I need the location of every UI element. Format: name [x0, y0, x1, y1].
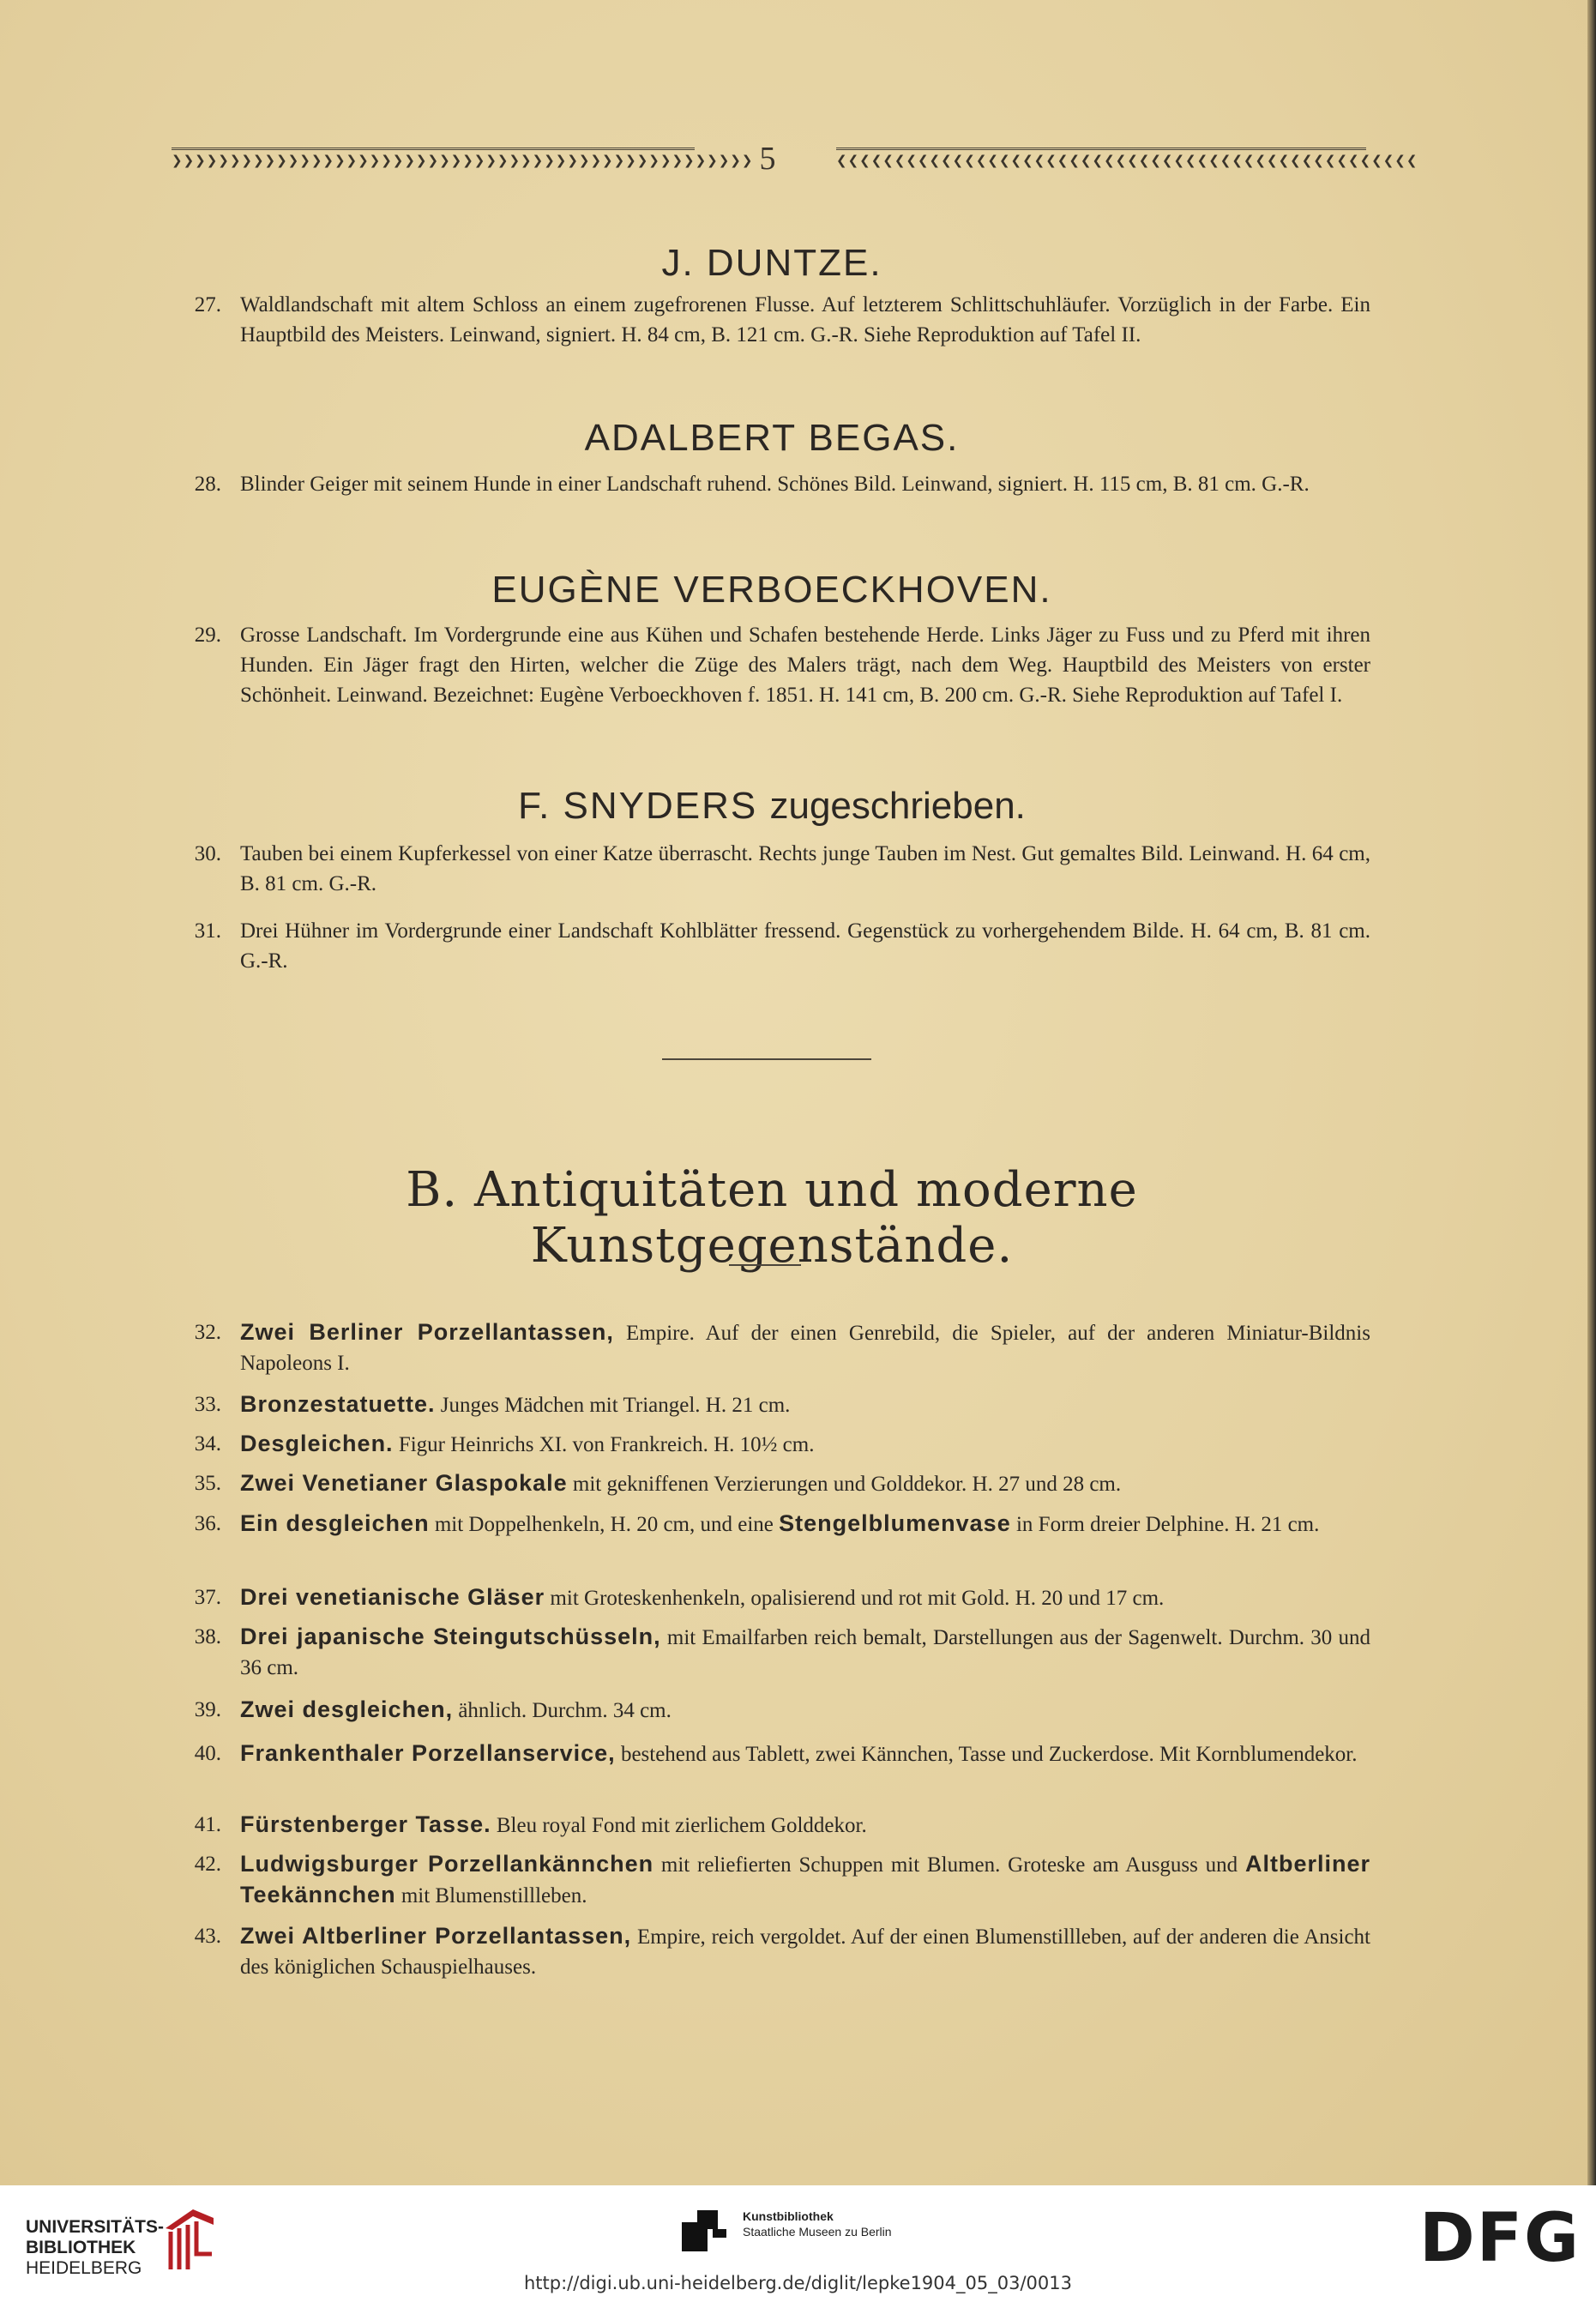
entry-text: [240, 1509, 1370, 1540]
item-description: Empire. Auf der einen Genrebild, die Spieler, auf der anderen Miniatur-Bildnis Napoleons I.: [240, 1322, 1370, 1375]
entry-text: [240, 1921, 1370, 1982]
entry-text: Drei Hühner im Vordergrunde einer Landschaft Kohlblätter fressend. Gegenstück zu vorhergehendem Bilde. H. 64 cm, B. 81 cm. G.-R.: [240, 919, 1370, 973]
attribution-note: zugeschrieben.: [769, 785, 1026, 827]
kb-name: Kunstbibliothek: [743, 2209, 834, 2223]
item-title: Zwei Altberliner Porzellantassen,: [240, 1923, 632, 1949]
item-title: Zwei desgleichen,: [240, 1696, 454, 1722]
item-description: bestehend aus Tablett, zwei Kännchen, Tasse und Zuckerdose. Mit Kornblumendekor.: [615, 1743, 1358, 1766]
entry-text: [240, 1582, 1370, 1613]
catalog-entry: [187, 1317, 1370, 1378]
entry-number: 29.: [194, 624, 221, 647]
item-description-secondary: mit Blumenstillleben.: [395, 1884, 587, 1907]
item-description: mit Doppelhenkeln, H. 20 cm, und eine: [429, 1513, 780, 1536]
artist-heading-begas: ADALBERT BEGAS.: [584, 417, 960, 459]
item-title: Bronzestatuette.: [240, 1391, 436, 1417]
entry-text: [240, 1468, 1370, 1499]
entry-number: 27.: [194, 293, 221, 316]
item-title: Zwei Venetianer Glaspokale: [240, 1470, 568, 1496]
item-description: mit Emailfarben reich bemalt, Darstellungen aus der Sagenwelt. Durchm. 30 und 36 cm.: [240, 1626, 1371, 1679]
item-description: Junges Mädchen mit Triangel. H. 21 cm.: [435, 1394, 791, 1417]
entry-number: 39.: [194, 1698, 221, 1721]
item-title: Ludwigsburger Porzellankännchen: [240, 1851, 654, 1877]
catalog-entry: [187, 1810, 1370, 1841]
page-edge-shadow: [1587, 0, 1596, 2185]
entry-number: 35.: [194, 1472, 221, 1495]
item-title: Fürstenberger Tasse.: [240, 1811, 491, 1837]
kunstbibliothek-label[interactable]: [743, 2209, 1000, 2239]
item-title: Frankenthaler Porzellanservice,: [240, 1740, 616, 1766]
item-description: mit reliefierten Schuppen mit Blumen. Groteske am Ausguss und: [653, 1853, 1245, 1877]
header-ornament-left: [172, 148, 695, 150]
catalog-entry: [187, 1429, 1370, 1460]
entry-text: [240, 1389, 1370, 1420]
item-description: mit Groteskenhenkeln, opalisierend und rot mit Gold. H. 20 und 17 cm.: [545, 1587, 1165, 1610]
artist-heading-verboeckhoven: EUGÈNE VERBOECKHOVEN.: [491, 569, 1052, 611]
dfg-logo[interactable]: DFG: [1419, 2200, 1581, 2277]
artist-heading-duntze: J. DUNTZE.: [661, 242, 882, 284]
header-ornament-right: [836, 148, 1366, 150]
item-description: mit gekniffenen Verzierungen und Golddekor. H. 27 und 28 cm.: [567, 1473, 1122, 1496]
catalog-entry: [187, 290, 1370, 350]
catalog-entry: [187, 1921, 1370, 1982]
catalog-entry: [187, 839, 1370, 899]
catalog-entry: [187, 1695, 1370, 1726]
catalog-entry: [187, 1509, 1370, 1540]
catalog-entry: [187, 1739, 1370, 1769]
entry-number: 30.: [194, 842, 221, 865]
entry-number: 32.: [194, 1321, 221, 1344]
item-description: Bleu royal Fond mit zierlichem Golddekor.: [491, 1814, 867, 1837]
header-ornament-chevrons-right: ❮❮❮❮❮❮❮❮❮❮❮❮❮❮❮❮❮❮❮❮❮❮❮❮❮❮❮❮❮❮❮❮❮❮❮❮❮❮❮❮❮❮❮❮❮❮❮❮❮❮: [836, 153, 1418, 168]
item-title: Drei japanische Steingutschüsseln,: [240, 1624, 661, 1649]
item-description: Figur Heinrichs XI. von Frankreich. H. 10½ cm.: [393, 1433, 815, 1456]
entry-text: [240, 1739, 1370, 1769]
entry-text: [240, 1849, 1370, 1911]
artist-name: F. SNYDERS: [518, 785, 758, 827]
entry-number: 28.: [194, 473, 221, 496]
artist-heading-snyders: [172, 785, 1372, 828]
short-divider: [729, 1264, 801, 1266]
catalog-entry: [187, 469, 1370, 499]
logo-text-line: HEIDELBERG: [26, 2258, 142, 2278]
item-title: Zwei Berliner Porzellantassen,: [240, 1319, 614, 1345]
item-title: Desgleichen.: [240, 1431, 394, 1456]
catalog-entry: [187, 1582, 1370, 1613]
catalog-entry: [187, 1389, 1370, 1420]
catalog-entry: [187, 1622, 1370, 1683]
entry-number: 40.: [194, 1742, 221, 1765]
kb-institution: Staatliche Museen zu Berlin: [743, 2225, 892, 2239]
item-title-secondary: Stengelblumenvase: [779, 1510, 1011, 1536]
entry-number: 36.: [194, 1512, 221, 1535]
item-title: Ein desgleichen: [240, 1510, 430, 1536]
entry-text: Tauben bei einem Kupferkessel von einer Katze überrascht. Rechts junge Tauben im Nest. Gut gemaltes Bild. Leinwand. H. 64 cm, B. 81 cm. G.-R.: [240, 842, 1370, 895]
section-divider: [662, 1058, 871, 1060]
catalog-entry: [187, 916, 1370, 976]
entry-number: 34.: [194, 1432, 221, 1455]
page-number: 5: [759, 141, 776, 177]
entry-number: 38.: [194, 1625, 221, 1648]
entry-number: 31.: [194, 919, 221, 943]
catalog-entry: [187, 1468, 1370, 1499]
logo-text-line: UNIVERSITÄTS-: [26, 2217, 165, 2237]
entry-text: [240, 1695, 1370, 1726]
entry-number: 43.: [194, 1925, 221, 1948]
logo-text-line: BIBLIOTHEK: [26, 2238, 136, 2257]
entry-number: 41.: [194, 1813, 221, 1836]
item-description: ähnlich. Durchm. 34 cm.: [453, 1699, 672, 1722]
entry-text: [240, 1622, 1370, 1683]
kunstbibliothek-logo-icon: [682, 2210, 726, 2251]
source-url[interactable]: http://digi.ub.uni-heidelberg.de/diglit/lepke1904_05_03/0013: [524, 2273, 1072, 2293]
entry-text: Waldlandschaft mit altem Schloss an einem zugefrorenen Flusse. Auf letzterem Schlittschuhläufer. Vorzüglich in der Farbe. Ein Hauptbild des Meisters. Leinwand, signiert. H. 84 cm, B. 121 cm. G.-R. Siehe Reproduktion auf Tafel II.: [240, 293, 1370, 347]
catalog-entry: [187, 1849, 1370, 1911]
entry-text: [240, 1429, 1370, 1460]
university-emblem-icon: [159, 2203, 219, 2273]
header-ornament-chevrons-left: ❯❯❯❯❯❯❯❯❯❯❯❯❯❯❯❯❯❯❯❯❯❯❯❯❯❯❯❯❯❯❯❯❯❯❯❯❯❯❯❯❯❯❯❯❯❯❯❯❯❯: [172, 153, 754, 168]
entry-number: 37.: [194, 1586, 221, 1609]
entry-text: [240, 1810, 1370, 1841]
section-title: B. Antiquitäten und moderne Kunstgegenstände.: [406, 1162, 1138, 1274]
entry-number: 42.: [194, 1853, 221, 1876]
entry-number: 33.: [194, 1393, 221, 1416]
entry-text: [240, 1317, 1370, 1378]
entry-text: Blinder Geiger mit seinem Hunde in einer Landschaft ruhend. Schönes Bild. Leinwand, signiert. H. 115 cm, B. 81 cm. G.-R.: [240, 473, 1310, 496]
entry-text: Grosse Landschaft. Im Vordergrunde eine aus Kühen und Schafen bestehende Herde. Links Jäger zu Fuss und zu Pferd mit ihren Hunden. Ein Jäger fragt den Hirten, welcher die Züge des Malers trägt, nach dem Weg. Hauptbild des Meisters von erster Schönheit. Leinwand. Bezeichnet: Eugène Verboeckhoven f. 1851. H. 141 cm, B. 200 cm. G.-R. Siehe Reproduktion auf Tafel I.: [240, 624, 1370, 707]
item-description-secondary: in Form dreier Delphine. H. 21 cm.: [1010, 1513, 1320, 1536]
catalog-entry: [187, 620, 1370, 710]
item-description: Empire, reich vergoldet. Auf der einen Blumenstillleben, auf der anderen die Ansicht des königlichen Schauspielhauses.: [240, 1925, 1370, 1979]
item-title: Drei venetianische Gläser: [240, 1584, 545, 1610]
item-title-secondary: Altberliner Teekännchen: [240, 1851, 1370, 1907]
